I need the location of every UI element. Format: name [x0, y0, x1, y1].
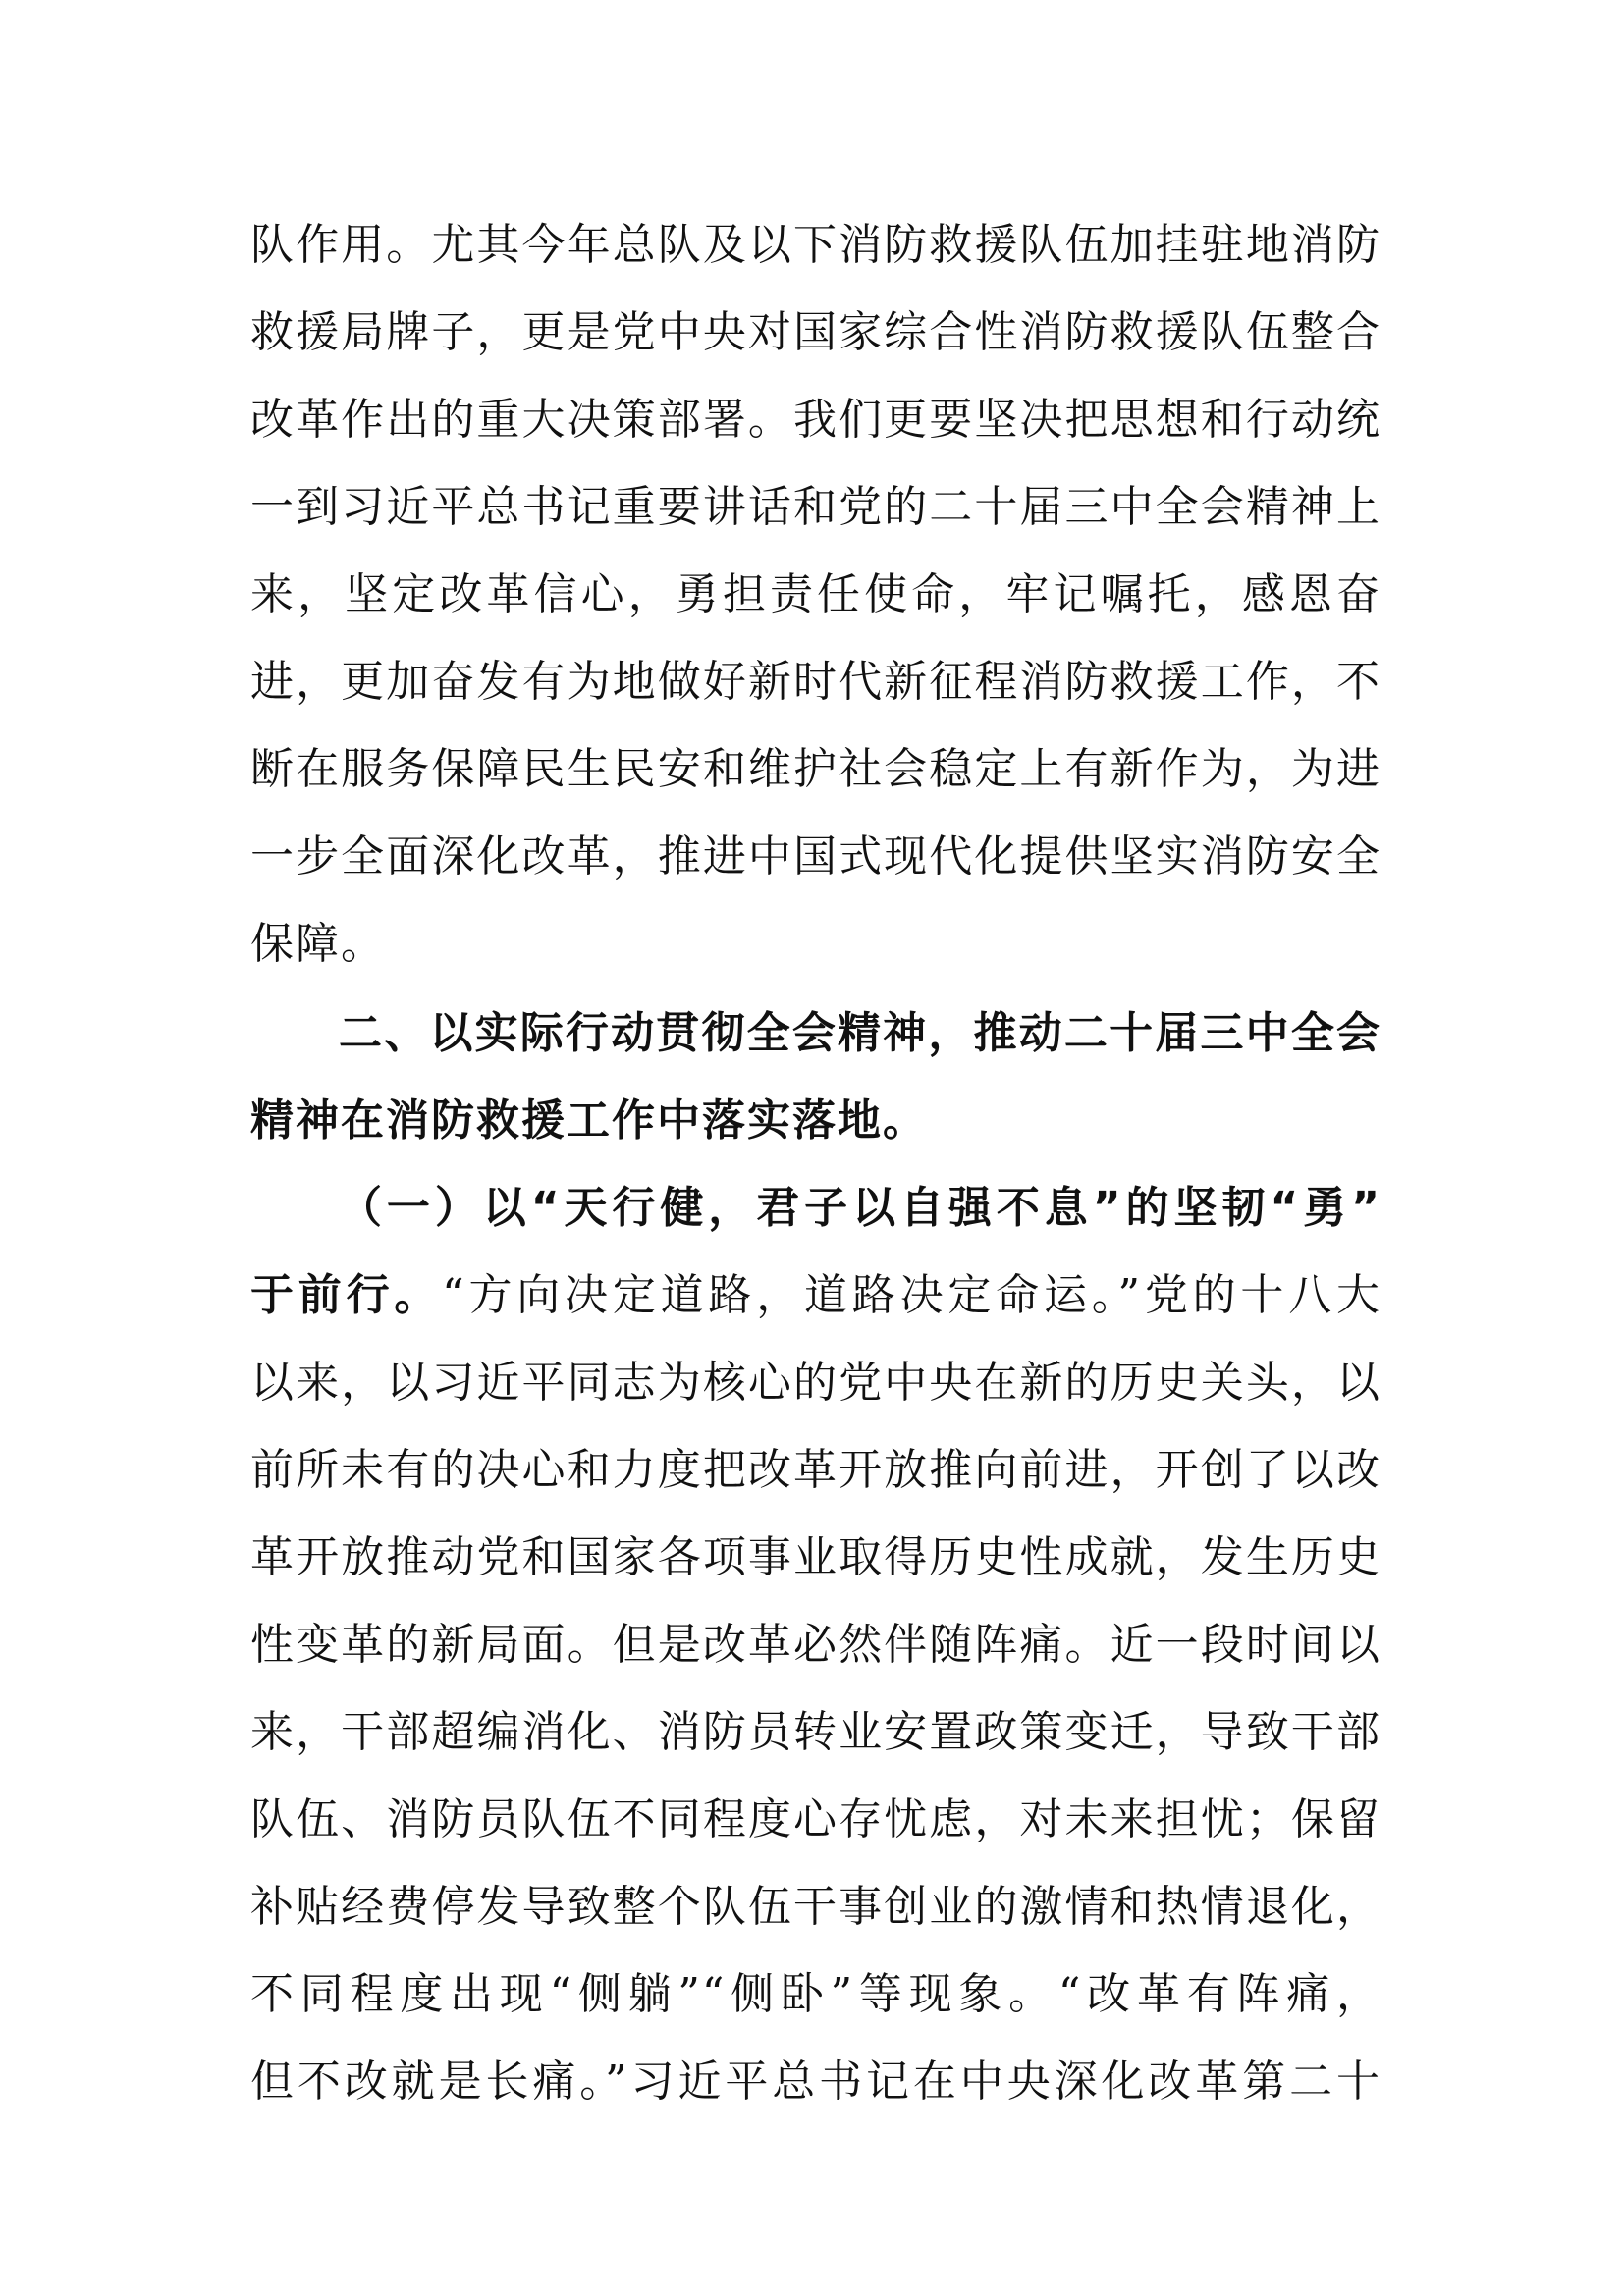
paragraph-1-line-8: 一步全面深化改革，推进中国式现代化提供坚实消防安全: [250, 831, 1381, 881]
subsection-heading-tail: 于前行。: [250, 1270, 443, 1320]
paragraph-1-line-6: 进，更加奋发有为地做好新时代新征程消防救援工作，不: [250, 657, 1381, 707]
paragraph-1-line-5: 来，坚定改革信心，勇担责任使命，牢记嘱托，感恩奋: [250, 569, 1381, 619]
paragraph-2-line-6: 来，干部超编消化、消防员转业安置政策变迁，导致干部: [250, 1707, 1381, 1757]
paragraph-2-line-10: 但不改就是长痛。”习近平总书记在中央深化改革第二十: [250, 2056, 1381, 2107]
paragraph-2-line-8: 补贴经费停发导致整个队伍干事创业的激情和热情退化，: [250, 1882, 1381, 1932]
paragraph-2-line-4: 革开放推动党和国家各项事业取得历史性成就，发生历史: [250, 1532, 1381, 1582]
paragraph-2-line-1-text: “方向决定道路，道路决定命运。”党的十八大: [442, 1270, 1381, 1320]
paragraph-1-line-2: 救援局牌子，更是党中央对国家综合性消防救援队伍整合: [250, 307, 1381, 357]
section-heading-line-2: 精神在消防救援工作中落实落地。: [250, 1095, 928, 1146]
paragraph-2-line-1: [250, 1261, 1381, 1330]
paragraph-1-line-1: 队作用。尤其今年总队及以下消防救援队伍加挂驻地消防: [250, 220, 1381, 270]
paragraph-2-line-5: 性变革的新局面。但是改革必然伴随阵痛。近一段时间以: [250, 1620, 1381, 1670]
paragraph-2-line-9: 不同程度出现“侧躺”“侧卧”等现象。“改革有阵痛，: [250, 1969, 1381, 2019]
paragraph-1-line-4: 一到习近平总书记重要讲话和党的二十届三中全会精神上: [250, 482, 1381, 532]
paragraph-1-line-3: 改革作出的重大决策部署。我们更要坚决把思想和行动统: [250, 395, 1381, 445]
paragraph-2-line-7: 队伍、消防员队伍不同程度心存忧虑，对未来担忧；保留: [250, 1794, 1381, 1844]
section-heading-line-1: 二、以实际行动贯彻全会精神，推动二十届三中全会: [339, 1008, 1381, 1058]
paragraph-2-line-3: 前所未有的决心和力度把改革开放推向前进，开创了以改: [250, 1445, 1381, 1495]
paragraph-1-line-7: 断在服务保障民生民安和维护社会稳定上有新作为，为进: [250, 744, 1381, 794]
paragraph-2-line-2: 以来，以习近平同志为核心的党中央在新的历史关头，以: [250, 1358, 1381, 1408]
subsection-heading-line: （一）以“天行健，君子以自强不息”的坚韧“勇”: [339, 1183, 1381, 1233]
paragraph-1-line-9: 保障。: [250, 919, 386, 969]
